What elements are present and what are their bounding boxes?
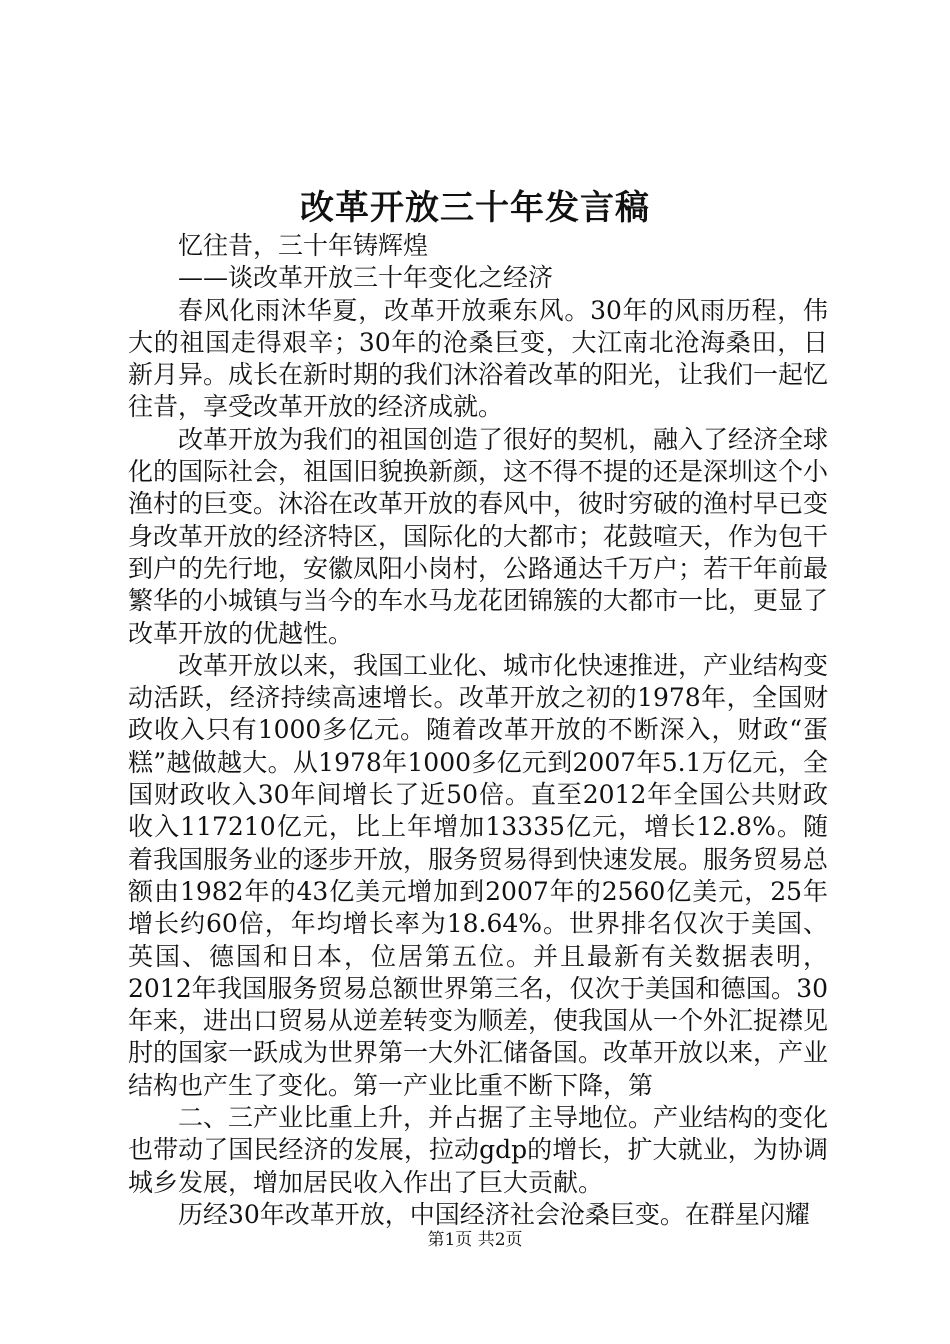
document-body — [128, 230, 828, 1231]
document-title: 改革开放三十年发言稿 — [300, 188, 650, 228]
paragraph-2: 改革开放为我们的祖国创造了很好的契机，融入了经济全球化的国际社会，祖国旧貌换新颜，这不得不提的还是深圳这个小渔村的巨变。沐浴在改革开放的春风中，彼时穷破的渔村早已变身改革开放的经济特区，国际化的大都市；花鼓喧天，作为包干到户的先行地，安徽凤阳小岗村，公路通达千万户；若干年前最繁华的小城镇与当今的车水马龙花团锦簇的大都市一比，更显了改革开放的优越性。 — [128, 424, 829, 648]
paragraph-3: 改革开放以来，我国工业化、城市化快速推进，产业结构变动活跃，经济持续高速增长。改革开放之初的1978年，全国财政收入只有1000多亿元。随着改革开放的不断深入，财政“蛋糕”越做越大。从1978年1000多亿元到2007年5.1万亿元，全国财政收入30年间增长了近50倍。直至2012年全国公共财政收入117210亿元，比上年增加13335亿元，增长12.8%。随着我国服务业的逐步开放，服务贸易得到快速发展。服务贸易总额由1982年的43亿美元增加到2007年的2560亿美元，25年增长约60倍，年均增长率为18.64%。世界排名仅次于美国、英国、德国和日本，位居第五位。并且最新有关数据表明，2012年我国服务贸易总额世界第三名，仅次于美国和德国。30年来，进出口贸易从逆差转变为顺差，使我国从一个外汇捉襟见肘的国家一跃成为世界第一大外汇储备国。改革开放以来，产业结构也产生了变化。第一产业比重不断下降，第 — [128, 650, 829, 1100]
heading-line-2: ——谈改革开放三十年变化之经济 — [178, 263, 554, 293]
paragraph-4: 二、三产业比重上升，并占据了主导地位。产业结构的变化也带动了国民经济的发展，拉动gdp的增长，扩大就业，为协调城乡发展，增加居民收入作出了巨大贡献。 — [128, 1103, 829, 1197]
paragraph-1: 春风化雨沐华夏，改革开放乘东风。30年的风雨历程，伟大的祖国走得艰辛；30年的沧桑巨变，大江南北沧海桑田，日新月异。成长在新时期的我们沐浴着改革的阳光，让我们一起忆往昔，享受改革开放的经济成就。 — [128, 295, 829, 422]
heading-line-1: 忆往昔，三十年铸辉煌 — [178, 231, 429, 260]
page-footer: 第1页 共2页 — [427, 1230, 523, 1250]
paragraph-5: 历经30年改革开放，中国经济社会沧桑巨变。在群星闪耀 — [178, 1199, 810, 1229]
